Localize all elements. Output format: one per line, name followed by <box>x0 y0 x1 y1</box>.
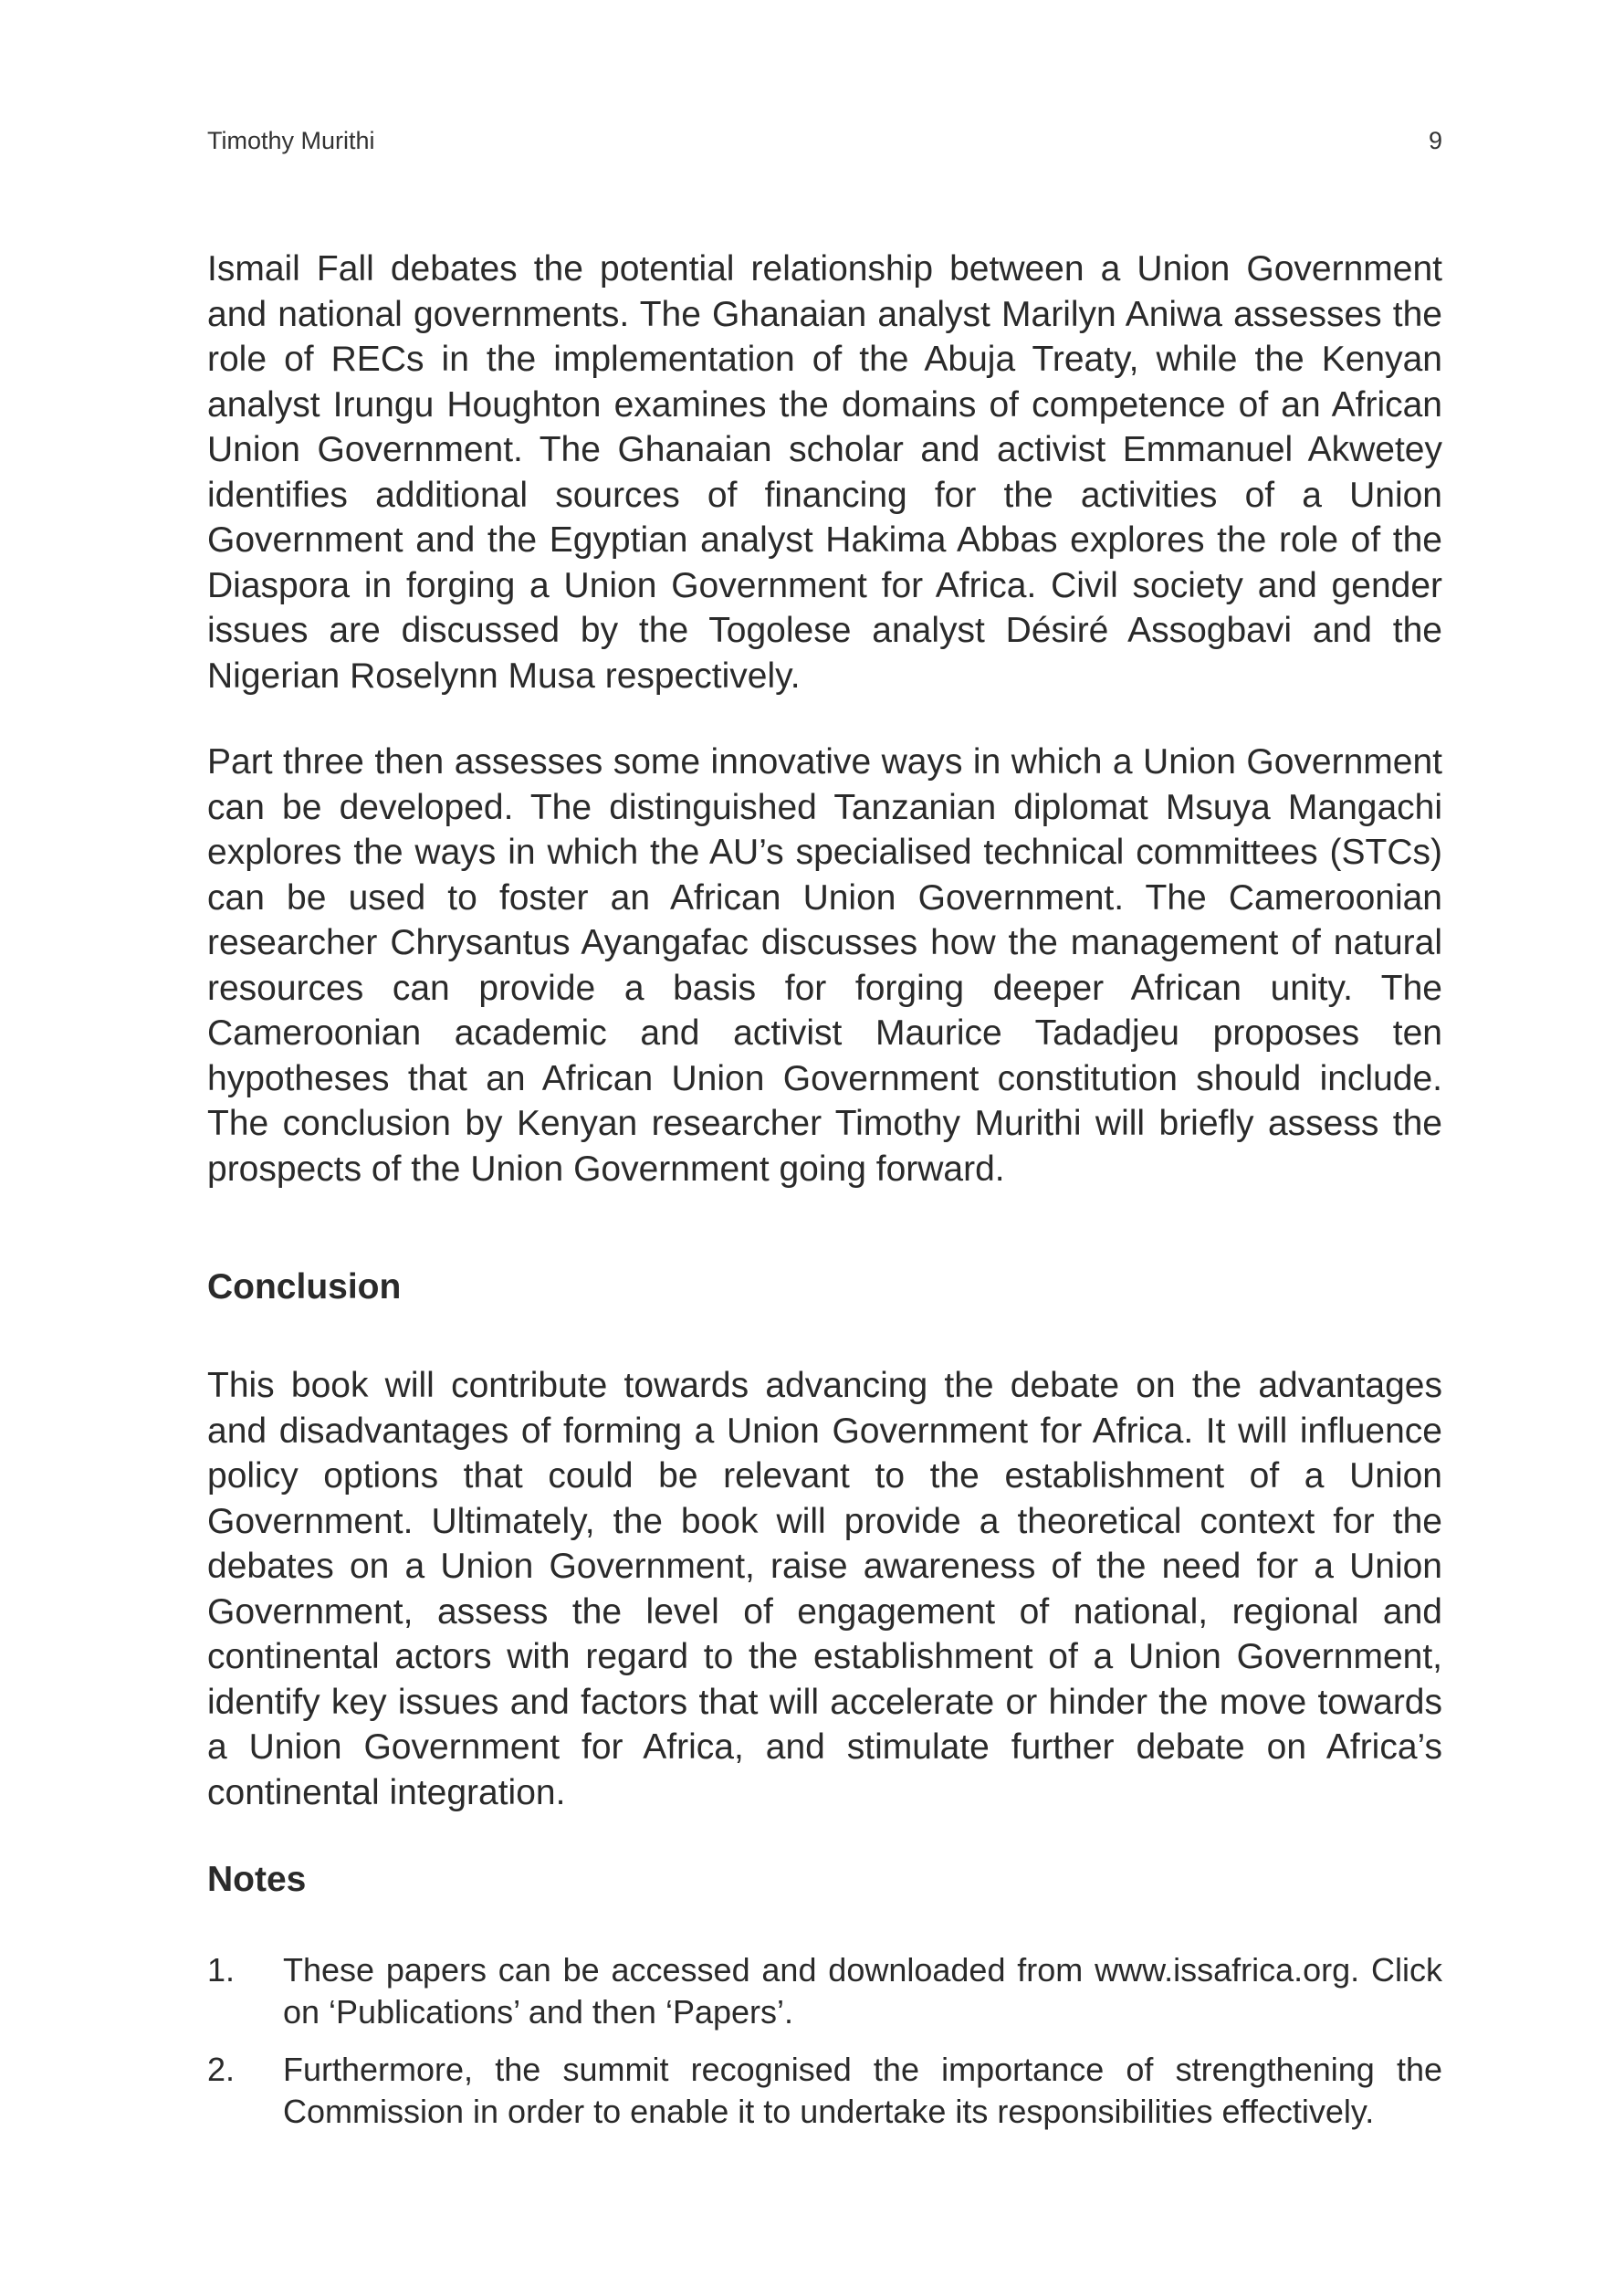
note-text: Furthermore, the summit recognised the importance of strengthening the Commission in order to enable it to undertake its responsibilities effectively. <box>283 2051 1442 2130</box>
note-text: These papers can be accessed and downloaded from www.issafrica.org. Click on ‘Publications’ and then ‘Papers’. <box>283 1951 1442 2031</box>
note-number: 1. <box>207 1951 236 1989</box>
notes-heading: Notes <box>207 1860 307 1899</box>
notes-list <box>207 1949 1442 2148</box>
note-number: 2. <box>207 2051 236 2088</box>
note-item-2 <box>207 2049 1442 2133</box>
note-item-1 <box>207 1949 1442 2033</box>
running-header <box>207 124 1442 157</box>
body-paragraph-2: Part three then assesses some innovative ways in which a Union Government can be developed. The distinguished Tanzanian diplomat Msuya Mangachi explores the ways in which the AU’s specialised technical committees (STCs) can be used to foster an African Union Government. The Cameroonian researcher Chrysantus Ayangafac discusses how the management of natural resources can provide a basis for forging deeper African unity. The Cameroonian academic and activist Maurice Tadadjeu proposes ten hypotheses that an African Union Government constitution should include. The conclusion by Kenyan researcher Timothy Murithi will briefly assess the prospects of the Union Government going forward. <box>207 742 1442 1189</box>
page-number: 9 <box>1428 127 1442 154</box>
body-paragraph-1: Ismail Fall debates the potential relationship between a Union Government and national governments. The Ghanaian analyst Marilyn Aniwa assesses the role of RECs in the implementation of the Abuja Treaty, while the Kenyan analyst Irungu Houghton examines the domains of competence of an African Union Government. The Ghanaian scholar and activist Emmanuel Akwetey identifies additional sources of financing for the activities of a Union Government and the Egyptian analyst Hakima Abbas explores the role of the Diaspora in forging a Union Government for Africa. Civil society and gender issues are discussed by the Togolese analyst Désiré Assogbavi and the Nigerian Roselynn Musa respectively. <box>207 249 1442 696</box>
conclusion-paragraph: This book will contribute towards advancing the debate on the advantages and disadvantages of forming a Union Government for Africa. It will influence policy options that could be relevant to the establishment of a Union Government. Ultimately, the book will provide a theoretical context for the debates on a Union Government, raise awareness of the need for a Union Government, assess the level of engagement of national, regional and continental actors with regard to the establishment of a Union Government, identify key issues and factors that will accelerate or hinder the move towards a Union Government for Africa, and stimulate further debate on Africa’s continental integration. <box>207 1366 1442 1812</box>
conclusion-heading: Conclusion <box>207 1267 402 1307</box>
header-author: Timothy Murithi <box>207 127 375 154</box>
